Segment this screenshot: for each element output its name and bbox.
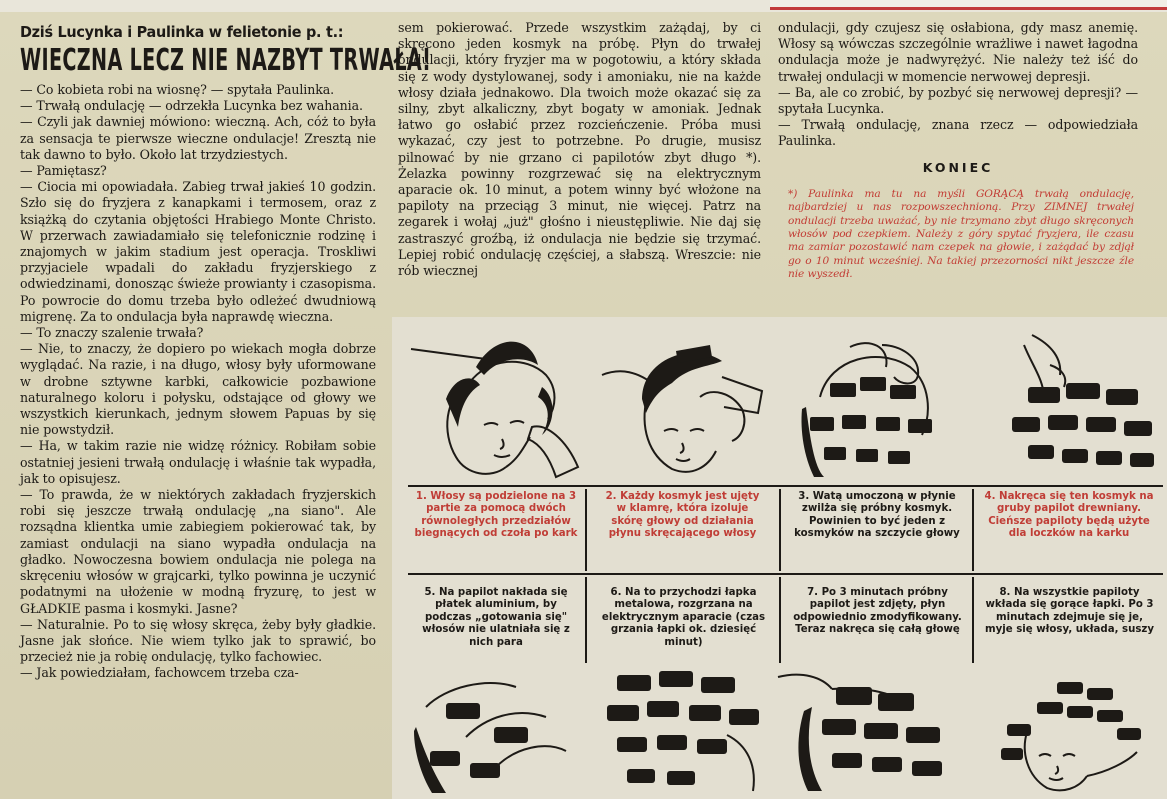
paragraph: — To prawda, że w niektórych zakładach fryzjerskich robi się jeszcze trwałą ondulację „na siano". Ale rozsądna klientka umie zabiegiem pokierować tak, by zamiast ondulacji na siano wypadła ondulacja na gładko. Nowoczesna bowiem ondulacja nie polega na skręceniu włosów w grajcarki, tylko powinna je uczynić podatnymi na ułożenie w modną fryzurę, to jest w GŁADKIE pasma i kosmyki. Jasne? bbox=[20, 487, 376, 616]
paragraph: — Naturalnie. Po to się włosy skręca, żeby były gładkie. Jasne jak słońce. Nie wiem tylko jak to sprawić, bo przecież nie ja robię ondulację, tylko fachowiec. bbox=[20, 616, 376, 665]
step-4-caption: 4. Nakręca się ten kosmyk na gruby papilot drewniany. Cieńsze papiloty będą użyte dla loczków na karku bbox=[984, 491, 1154, 540]
panel-rule-middle bbox=[408, 573, 1163, 575]
article-headline: WIECZNA LECZ NIE NAZBYT TRWAŁA! bbox=[20, 43, 432, 78]
paragraph: — Trwałą ondulację — odrzekła Lucynka bez wahania. bbox=[20, 98, 363, 114]
step-7-drawing bbox=[772, 667, 972, 797]
panel-rule-v6 bbox=[972, 577, 974, 663]
step-6-caption: 6. Na to przychodzi łapka metalowa, rozgrzana na elektrycznym aparacie (czas grzania łapki ok. dziesięć minut) bbox=[601, 587, 766, 648]
step-4-drawing bbox=[992, 325, 1162, 485]
paragraph: — Ba, ale co zrobić, by pozbyć się nerwowej depresji? — spytała Lucynka. bbox=[778, 84, 1138, 117]
panel-rule-v5 bbox=[779, 577, 781, 663]
paragraph: — To znaczy szalenie trwała? bbox=[20, 325, 204, 341]
paragraph: sem pokierować. Przede wszystkim zażądaj, by ci skręcono jeden kosmyk na próbę. Płyn do trwałej ondulacji, który fryzjer ma w pogotowiu, a który składa się z wody dystylowanej, sody i amoniaku, nie na każde włosy działa jednakowo. Dla twoich może okazać się za silny, zbyt alkaliczny, zbyt bogaty w amoniak. Jednak łatwo go osłabić przez rozcieńczenie. Próba musi wykazać, czy jest to potrzebne. Po drugie, musisz pilnować by nie grzano ci papilotów zbyt długo *). Żelazka powinny rozgrzewać się na elektrycznym aparacie ok. 10 minut, a potem winny być włożone na papiloty na przeciąg 3 minut, nie więcej. Patrz na zegarek i wołaj „już" głośno i nieustępliwie. Nie daj się zastraszyć groźbą, iż ondulacja nie będzie się trzymać. Lepiej robić ondulację częściej, a słabszą. Wreszcie: nie rób wiecznej bbox=[398, 20, 761, 279]
step-1-drawing bbox=[406, 327, 581, 487]
step-3-drawing bbox=[790, 327, 965, 487]
article-column-2 bbox=[398, 20, 761, 279]
top-red-rule bbox=[770, 0, 1167, 10]
step-6-drawing bbox=[597, 665, 772, 797]
paragraph: — Nie, to znaczy, że dopiero po wiekach mogła dobrze wyglądać. Na razie, i na długo, włosy były uformowane w drobne sztywne karbki, całkowicie pozbawione naturalnego koloru i połysku, odstające od głowy we wszystkich kierunkach, jednym słowem Papuas by się nie powstydził. bbox=[20, 341, 376, 438]
panel-rule-v4 bbox=[585, 577, 587, 663]
panel-rule-v2 bbox=[779, 489, 781, 571]
panel-rule-top bbox=[408, 485, 1163, 487]
paragraph: ondulacji, gdy czujesz się osłabiona, gdy masz anemię. Włosy są wówczas szczególnie wrażliwe i nawet łagodna ondulacja może je nadwyrężyć. Nie należy też iść do trwałej ondulacji w momencie nerwowej depresji. bbox=[778, 20, 1138, 84]
step-3-caption: 3. Watą umoczoną w płynie zwilża się próbny kosmyk. Powinien to być jeden z kosmyków na szczycie głowy bbox=[794, 491, 960, 540]
panel-rule-v1 bbox=[585, 489, 587, 571]
paragraph: — Czyli jak dawniej mówiono: wieczną. Ach, cóż to była za sensacja te pierwsze wieczne ondulacje! Zresztą nie tak dawno to było. Około lat trzydziestych. bbox=[20, 114, 376, 162]
step-8-drawing bbox=[987, 672, 1162, 797]
step-5-drawing bbox=[406, 667, 581, 797]
step-5-caption: 5. Na papilot nakłada się płatek aluminium, by podczas „gotowania się" włosów nie ulatniała się z nich para bbox=[422, 587, 570, 648]
paragraph: — Ha, w takim razie nie widzę różnicy. Robiłam sobie ostatniej jesieni trwałą ondulację i właśnie tak wypadła, jak to opisujesz. bbox=[20, 438, 376, 486]
step-2-caption: 2. Każdy kosmyk jest ujęty w klamrę, która izoluje skórę głowy od działania płynu skręcającego włosy bbox=[605, 491, 760, 540]
step-2-drawing bbox=[592, 327, 767, 487]
paragraph: — Co kobieta robi na wiosnę? — spytała Paulinka. bbox=[20, 82, 335, 97]
article-column-1 bbox=[20, 22, 432, 682]
paragraph: — Trwałą ondulację, znana rzecz — odpowiedziała Paulinka. bbox=[778, 117, 1138, 149]
footnote: *) Paulinka ma tu na myśli GORĄCĄ trwałą ondulację, najbardziej u nas rozpowszechnioną. Przy ZIMNEJ trwałej ondulacji trzeba uważać, by nie trzymano zbyt długo skręconych włosów pod czepkiem. Należy z góry spytać fryzjera, ile czasu ma zamiar pozostawić nam czepek na głowie, i zażądać by zdjął go o 10 minut wcześniej. Na takiej przezorności nikt jeszcze źle nie wyszedł. bbox=[788, 187, 1134, 281]
panel-rule-v3 bbox=[972, 489, 974, 571]
paragraph: — Ciocia mi opowiadała. Zabieg trwał jakieś 10 godzin. Szło się do fryzjera z kanapkami i termosem, oraz z książką do czytania objętości Hrabiego Monte Christo. W przerwach zawiadamiało się telefonicznie rodzinę i znajomych w jakim stadium jest operacja. Troskliwi przyjaciele wpadali do zakładu fryzjerskiego z odwiedzinami, donosząc świeże prowianty i czasopisma. Po powrocie do domu trzeba było odleżeć dwudniową migrenę. Za to ondulacja była naprawdę wieczna. bbox=[20, 179, 376, 324]
article-end-mark: KONIEC bbox=[922, 159, 994, 175]
illustration-panel bbox=[392, 317, 1167, 799]
article-kicker: Dziś Lucynka i Paulinka w felietonie p. t.: bbox=[20, 23, 344, 41]
paragraph: — Pamiętasz? bbox=[20, 163, 107, 179]
article-column-3 bbox=[778, 20, 1138, 282]
step-8-caption: 8. Na wszystkie papiloty wkłada się gorące łapki. Po 3 minutach zdejmuje się je, myje się włosy, układa, suszy bbox=[985, 587, 1154, 636]
paragraph: — Jak powiedziałam, fachowcem trzeba cza- bbox=[20, 665, 299, 681]
step-1-caption: 1. Włosy są podzielone na 3 partie za pomocą dwóch równoległych przedziałów biegnących od czoła po kark bbox=[414, 491, 578, 540]
step-7-caption: 7. Po 3 minutach próbny papilot jest zdjęty, płyn odpowiednio zmodyfikowany. Teraz nakręca się całą głowę bbox=[793, 587, 962, 636]
